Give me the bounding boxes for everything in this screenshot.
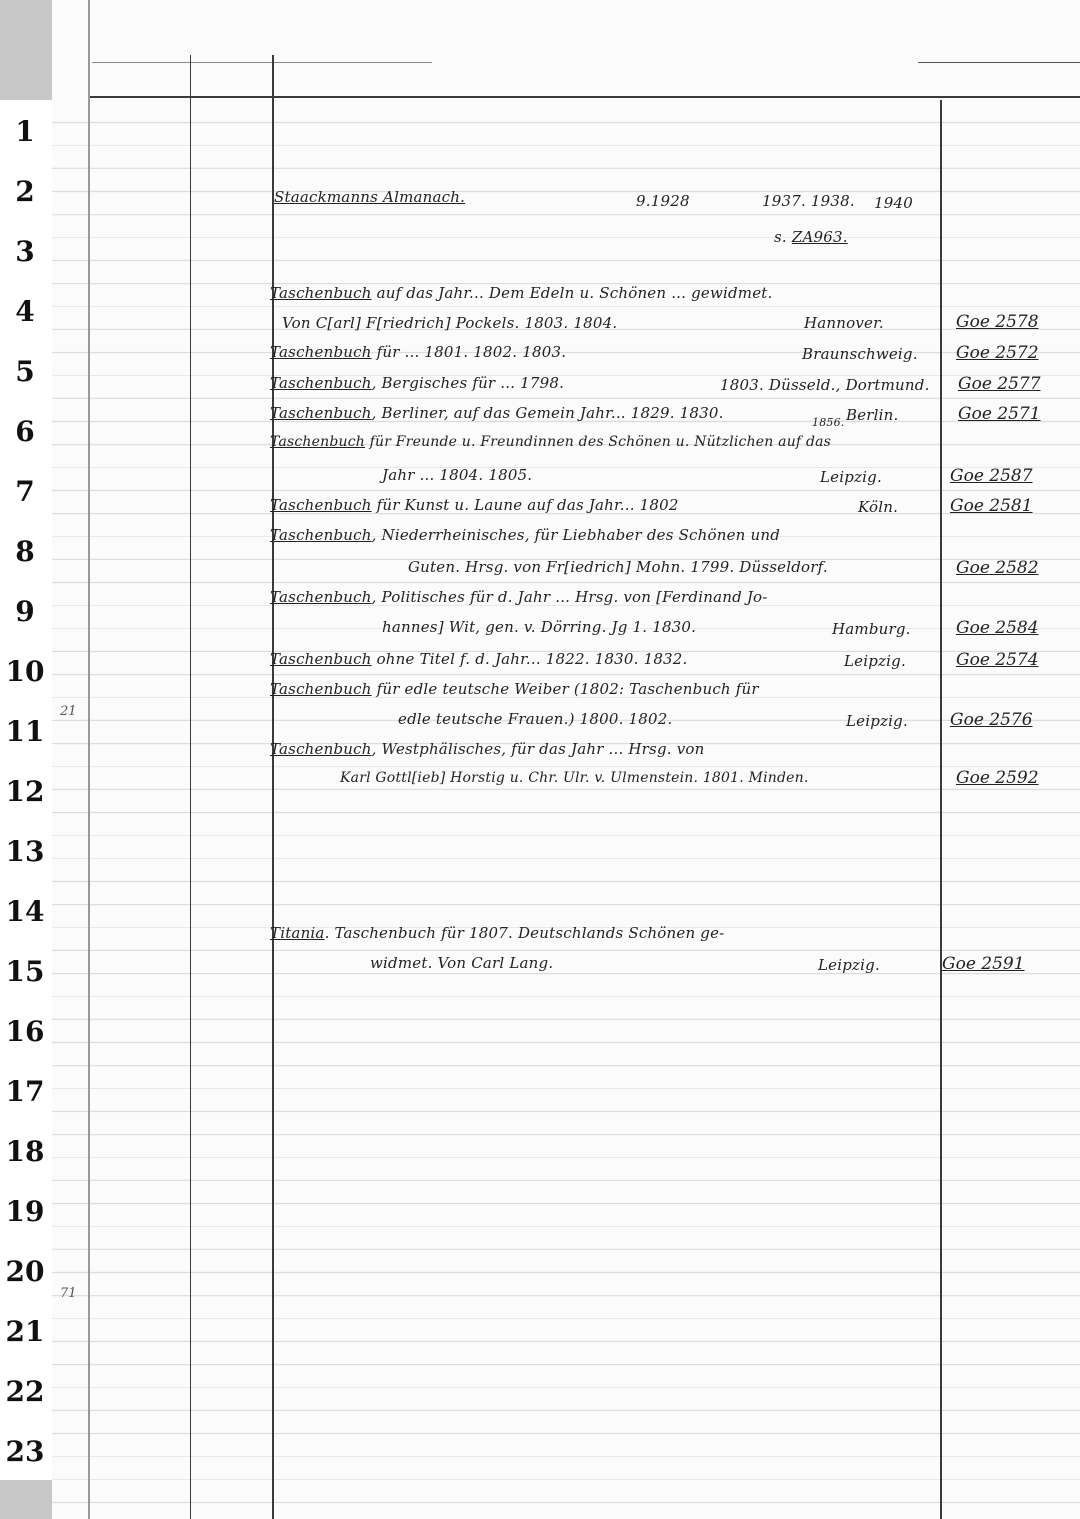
header-reference: [774, 228, 848, 246]
entry-line: [270, 284, 773, 302]
line-number: 4: [15, 295, 35, 328]
entry-text: , Westphälisches, für das Jahr ... Hrsg. von: [371, 740, 705, 758]
shelf-signature: Goe 2572: [956, 343, 1039, 363]
column-rule: [272, 55, 274, 1519]
line-number: 8: [15, 535, 35, 568]
entry-place: Leipzig.: [818, 956, 880, 974]
column-rule: [190, 55, 191, 1519]
shelf-signature: Goe 2574: [956, 650, 1039, 670]
entry-keyword: Titania: [270, 924, 325, 942]
line-number: 11: [5, 715, 45, 748]
header-title: [274, 188, 465, 206]
header-year: 1940: [874, 194, 913, 212]
header-year: 9.1928: [636, 192, 690, 210]
shelf-signature: Goe 2587: [950, 466, 1033, 486]
entry-line: [270, 434, 831, 450]
entry-keyword: Taschenbuch: [270, 434, 365, 450]
entry-line: Karl Gottl[ieb] Horstig u. Chr. Ulr. v. Ulmenstein. 1801. Minden.: [340, 770, 809, 786]
entry-place: Leipzig.: [846, 712, 908, 730]
ledger-page: [52, 0, 1080, 1519]
entry-text: , Bergisches für ... 1798.: [371, 374, 565, 392]
shelf-signature: Goe 2576: [950, 710, 1033, 730]
entry-line: [270, 588, 768, 606]
entry-line: [270, 740, 704, 758]
margin-note: 71: [60, 1286, 77, 1301]
header-rule: [92, 62, 432, 63]
shelf-signature: Goe 2578: [956, 312, 1039, 332]
line-number: 22: [5, 1375, 45, 1408]
entry-line: Von C[arl] F[riedrich] Pockels. 1803. 1804.: [282, 314, 618, 332]
line-number: 7: [15, 475, 35, 508]
line-number: 20: [5, 1255, 45, 1288]
entry-keyword: Taschenbuch: [270, 404, 372, 422]
line-number: 5: [15, 355, 35, 388]
entry-keyword: Taschenbuch: [270, 284, 372, 302]
entry-keyword: Taschenbuch: [270, 680, 372, 698]
column-rule: [940, 100, 942, 1519]
header-rule-right: [918, 62, 1080, 63]
entry-line: [270, 343, 566, 361]
binding-edge: [88, 0, 90, 1519]
entry-line: widmet. Von Carl Lang.: [370, 954, 554, 972]
entry-keyword: Taschenbuch: [270, 650, 372, 668]
shelf-signature: Goe 2581: [950, 496, 1033, 516]
entry-text: , Berliner, auf das Gemein Jahr... 1829. 1830.: [371, 404, 724, 422]
ledger-header-area: [52, 0, 1080, 100]
entry-place: Hamburg.: [832, 620, 911, 638]
entry-line: Guten. Hrsg. von Fr[iedrich] Mohn. 1799. Düsseldorf.: [408, 558, 828, 576]
line-number: 21: [5, 1315, 45, 1348]
entry-place: Berlin.: [846, 406, 899, 424]
line-number: 12: [5, 775, 45, 808]
entry-line: [270, 680, 759, 698]
line-number: 13: [5, 835, 45, 868]
entry-keyword: Taschenbuch: [270, 588, 372, 606]
entry-place: Hannover.: [804, 314, 884, 332]
entry-text: auf das Jahr... Dem Edeln u. Schönen ... gewidmet.: [376, 284, 773, 302]
entry-text: ohne Titel f. d. Jahr... 1822. 1830. 1832.: [376, 650, 688, 668]
entry-line: [270, 404, 724, 422]
line-number: 2: [15, 175, 35, 208]
entry-keyword: Taschenbuch: [270, 526, 372, 544]
entry-line: [270, 650, 688, 668]
entry-line: [270, 496, 679, 514]
line-number: 23: [5, 1435, 45, 1468]
entry-keyword: Taschenbuch: [270, 374, 372, 392]
line-number: 3: [15, 235, 35, 268]
shelf-signature: Goe 2591: [942, 954, 1025, 974]
entry-line: edle teutsche Frauen.) 1800. 1802.: [398, 710, 673, 728]
entry-text: für Kunst u. Laune auf das Jahr... 1802: [376, 496, 679, 514]
entry-line: Jahr ... 1804. 1805.: [382, 466, 533, 484]
line-number: 14: [5, 895, 45, 928]
entry-line: [270, 526, 780, 544]
line-number: 9: [15, 595, 35, 628]
entry-line: [270, 374, 564, 392]
line-number: 19: [5, 1195, 45, 1228]
line-number: 6: [15, 415, 35, 448]
entry-place: 1803. Düsseld., Dortmund.: [720, 376, 930, 394]
shelf-signature: Goe 2571: [958, 404, 1041, 424]
entry-text: für edle teutsche Weiber (1802: Taschenbuch für: [376, 680, 759, 698]
line-number: 10: [5, 655, 45, 688]
entry-place: Leipzig.: [820, 468, 882, 486]
entry-text: , Niederrheinisches, für Liebhaber des Schönen und: [371, 526, 781, 544]
entry-keyword: Taschenbuch: [270, 740, 372, 758]
ref-prefix: s.: [774, 228, 787, 246]
entry-place: Braunschweig.: [802, 345, 918, 363]
entry-text: für Freunde u. Freundinnen des Schönen u. Nützlichen auf das: [369, 434, 832, 450]
header-title-text: Staackmanns Almanach.: [274, 188, 466, 206]
header-years: 1937. 1938.: [762, 192, 855, 210]
shelf-signature: Goe 2577: [958, 374, 1041, 394]
ref-code: ZA963.: [791, 228, 848, 246]
entry-keyword: Taschenbuch: [270, 343, 372, 361]
shelf-signature: Goe 2592: [956, 768, 1039, 788]
entry-text: , Politisches für d. Jahr ... Hrsg. von [Ferdinand Jo-: [371, 588, 768, 606]
line-number: 15: [5, 955, 45, 988]
shelf-signature: Goe 2584: [956, 618, 1039, 638]
entry-place: Köln.: [858, 498, 899, 516]
entry-text: für ... 1801. 1802. 1803.: [376, 343, 567, 361]
entry-text: . Taschenbuch für 1807. Deutschlands Schönen ge-: [324, 924, 725, 942]
line-number: 1: [15, 115, 35, 148]
shelf-signature: Goe 2582: [956, 558, 1039, 578]
entry-line: hannes] Wit, gen. v. Dörring. Jg 1. 1830.: [382, 618, 697, 636]
entry-place: Leipzig.: [844, 652, 906, 670]
entry-keyword: Taschenbuch: [270, 496, 372, 514]
line-number: 17: [5, 1075, 45, 1108]
line-number: 18: [5, 1135, 45, 1168]
top-rule: [90, 96, 1080, 98]
margin-note: 21: [60, 704, 77, 719]
line-number: 16: [5, 1015, 45, 1048]
entry-interlinear-note: 1856.: [812, 416, 845, 429]
entry-line: [270, 924, 724, 942]
